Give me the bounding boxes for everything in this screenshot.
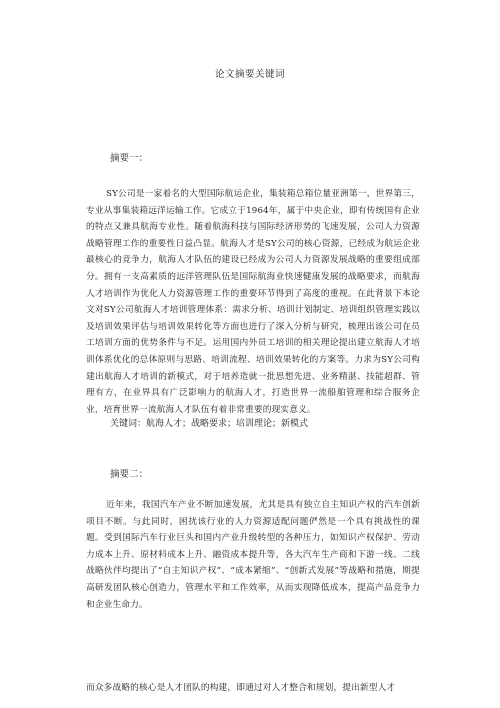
abstract-one-keywords: 关键词：航海人才；战略要求；培训理论；新模式 <box>110 419 309 429</box>
page-title: 论文摘要关键词 <box>214 69 285 80</box>
abstract-one-heading: 摘要一： <box>110 153 149 164</box>
abstract-two-body: 近年来，我国汽车产业不断加速发展，尤其是具有独立自主知识产权的汽车创新项目不断。与此同时，困扰该行业的人力资源适配问题俨然是一个具有挑战性的课题。受到国际汽车行业巨头和国内产业升级转型的各种压力，如知识产权保护、劳动力成本上升、原材料成本上升、融资成本提升等，各大汽车生产商和下游一线、二线战略伙伴均提出了“自主知识产权”、“成本紧缩”、“创新式发展”等战略和措施，期提高研发团队核心创造力，管理水平和工作效率，从而实现降低成本，提高产品竞争力和企业生命力。 <box>86 500 420 610</box>
abstract-one-body: SY公司是一家着名的大型国际航运企业，集装箱总箱位量亚洲第一，世界第三，专业从事集装箱远洋运输工作。它成立于1964年，属于中央企业，即有传统国有企业的特点又兼具航海专业性。随着航海科技与国际经济形势的飞速发展，公司人力资源战略管理工作的重要性日益凸显。航海人才是SY公司的核心资源，已经成为航运企业最核心的竞争力，航海人才队伍的建设已经成为公司人力资源发展战略的重要组成部分。拥有一支高素质的远洋管理队伍是国际航海业快速健康发展的战略要求，而航海人才培训作为优化人力资源管理工作的重要环节得到了高度的重视。在此背景下本论文对SY公司航海人才培训管理体系：需求分析、培训计划制定、培训组织管理实践以及培训效果评估与培训效果转化等方面也进行了深入分析与研究，梳理出该公司在员工培训方面的优势条件与不足。运用国内外员工培训的相关理论提出建立航海人才培训体系优化的总体原则与思路、培训流程、培训效果转化的方案等。力求为SY公司构建出航海人才培训的新模式，对于培养造就一批思想先进、业务精湛、技能超群、管理有方，在业界具有广泛影响力的航海人才，打造世界一流船舶管理和综合服务企业，培育世界一流航海人才队伍有着非常重要的现实意义。 <box>86 189 420 415</box>
abstract-two-continuation: 而众多战略的核心是人才团队的构建，即通过对人才整合和规划，提出新型人才 <box>86 683 396 693</box>
abstract-two-heading: 摘要二： <box>110 469 149 480</box>
